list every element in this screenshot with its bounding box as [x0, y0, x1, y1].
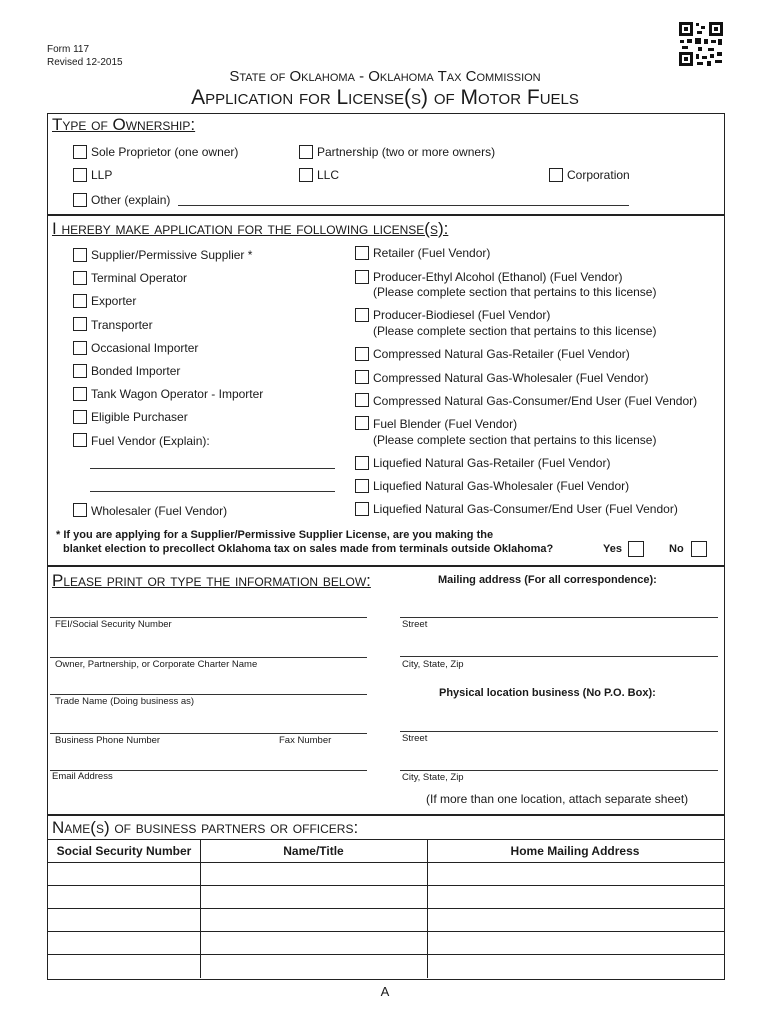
license-heading: I hereby make application for the following license(s): [52, 219, 449, 238]
checkbox-tank-wagon[interactable] [73, 387, 87, 401]
fax-label: Fax Number [279, 735, 332, 746]
mailing-street-label: Street [402, 619, 428, 630]
checkbox-fuel-blender[interactable] [355, 416, 369, 430]
election-no-label: No [669, 543, 684, 555]
phone-label: Business Phone Number [55, 735, 161, 746]
label-terminal-operator: Terminal Operator [91, 271, 188, 285]
page-letter: A [380, 984, 390, 999]
label-occasional-importer: Occasional Importer [91, 341, 199, 355]
label-producer-biodiesel: Producer-Biodiesel (Fuel Vendor) [373, 308, 551, 322]
physical-street-label: Street [402, 733, 428, 744]
checkbox-sole-proprietor[interactable] [73, 145, 87, 159]
note-producer-ethanol: (Please complete section that pertains to this license) [373, 285, 657, 299]
column-ssn: Social Security Number [56, 844, 192, 858]
checkbox-cng-consumer[interactable] [355, 393, 369, 407]
physical-location-heading: Physical location business (No P.O. Box): [439, 687, 656, 699]
revision-date: Revised 12-2015 [47, 57, 123, 68]
label-eligible-purchaser: Eligible Purchaser [91, 410, 188, 424]
checkbox-exporter[interactable] [73, 294, 87, 308]
partners-heading: Name(s) of business partners or officers: [52, 818, 359, 837]
physical-street-field[interactable] [400, 731, 718, 732]
table-row[interactable] [48, 931, 724, 932]
information-heading: Please print or type the information below: [52, 571, 371, 590]
owner-name-label: Owner, Partnership, or Corporate Charter Name [55, 659, 258, 670]
label-lng-wholesaler: Liquefied Natural Gas-Wholesaler (Fuel Vendor) [373, 479, 630, 493]
note-fuel-blender: (Please complete section that pertains to this license) [373, 433, 657, 447]
owner-name-field[interactable] [50, 657, 367, 658]
checkbox-eligible-purchaser[interactable] [73, 410, 87, 424]
election-question-line-2: blanket election to precollect Oklahoma tax on sales made from terminals outside Oklahoma? [63, 543, 554, 555]
label-cng-consumer: Compressed Natural Gas-Consumer/End User (Fuel Vendor) [373, 394, 698, 408]
mailing-street-field[interactable] [400, 617, 718, 618]
label-exporter: Exporter [91, 294, 137, 308]
table-row[interactable] [48, 908, 724, 909]
checkbox-bonded-importer[interactable] [73, 364, 87, 378]
label-cng-wholesaler: Compressed Natural Gas-Wholesaler (Fuel Vendor) [373, 371, 649, 385]
checkbox-producer-biodiesel[interactable] [355, 308, 369, 322]
checkbox-llp[interactable] [73, 168, 87, 182]
label-sole-proprietor: Sole Proprietor (one owner) [91, 145, 239, 159]
column-home-address: Home Mailing Address [510, 844, 640, 858]
label-retailer: Retailer (Fuel Vendor) [373, 246, 491, 260]
checkbox-retailer[interactable] [355, 246, 369, 260]
email-field[interactable] [50, 770, 367, 771]
label-producer-ethanol: Producer-Ethyl Alcohol (Ethanol) (Fuel Vendor) [373, 270, 623, 284]
note-producer-biodiesel: (Please complete section that pertains to this license) [373, 324, 657, 338]
label-transporter: Transporter [91, 318, 153, 332]
mailing-city-field[interactable] [400, 656, 718, 657]
fuel-vendor-explain-line-1[interactable] [90, 468, 335, 469]
label-llp: LLP [91, 168, 113, 182]
column-name-title: Name/Title [283, 844, 344, 858]
checkbox-cng-retailer[interactable] [355, 347, 369, 361]
other-explain-field[interactable] [178, 205, 629, 206]
checkbox-wholesaler[interactable] [73, 503, 87, 517]
table-row[interactable] [48, 954, 724, 955]
physical-city-label: City, State, Zip [402, 772, 464, 783]
checkbox-corporation[interactable] [549, 168, 563, 182]
checkbox-election-no[interactable] [691, 541, 707, 557]
checkbox-election-yes[interactable] [628, 541, 644, 557]
label-corporation: Corporation [567, 168, 630, 182]
checkbox-terminal-operator[interactable] [73, 271, 87, 285]
label-bonded-importer: Bonded Importer [91, 364, 181, 378]
label-wholesaler: Wholesaler (Fuel Vendor) [91, 504, 228, 518]
qr-code [678, 21, 724, 67]
phone-fax-field[interactable] [50, 733, 367, 734]
ownership-heading: Type of Ownership: [52, 115, 196, 134]
attach-sheet-note: (If more than one location, attach separate sheet) [426, 792, 689, 806]
table-row[interactable] [48, 885, 724, 886]
physical-city-field[interactable] [400, 770, 718, 771]
checkbox-supplier[interactable] [73, 248, 87, 262]
label-llc: LLC [317, 168, 340, 182]
fei-field[interactable] [50, 617, 367, 618]
fuel-vendor-explain-line-2[interactable] [90, 491, 335, 492]
form-title: Application for License(s) of Motor Fuels [191, 86, 579, 109]
checkbox-lng-consumer[interactable] [355, 502, 369, 516]
label-other: Other (explain) [91, 193, 171, 207]
label-fuel-blender: Fuel Blender (Fuel Vendor) [373, 417, 518, 431]
label-cng-retailer: Compressed Natural Gas-Retailer (Fuel Vendor) [373, 347, 630, 361]
checkbox-other[interactable] [73, 193, 87, 207]
checkbox-occasional-importer[interactable] [73, 341, 87, 355]
checkbox-transporter[interactable] [73, 317, 87, 331]
checkbox-lng-retailer[interactable] [355, 456, 369, 470]
form-number: Form 117 [47, 44, 90, 55]
label-supplier: Supplier/Permissive Supplier * [91, 248, 253, 262]
label-tank-wagon: Tank Wagon Operator - Importer [91, 387, 264, 401]
checkbox-partnership[interactable] [299, 145, 313, 159]
label-lng-consumer: Liquefied Natural Gas-Consumer/End User (Fuel Vendor) [373, 502, 678, 516]
checkbox-cng-wholesaler[interactable] [355, 370, 369, 384]
label-partnership: Partnership (two or more owners) [317, 145, 496, 159]
election-yes-label: Yes [603, 543, 622, 555]
checkbox-fuel-vendor[interactable] [73, 433, 87, 447]
fei-label: FEI/Social Security Number [55, 619, 172, 630]
trade-name-field[interactable] [50, 694, 367, 695]
checkbox-llc[interactable] [299, 168, 313, 182]
mailing-city-label: City, State, Zip [402, 659, 464, 670]
label-lng-retailer: Liquefied Natural Gas-Retailer (Fuel Vendor) [373, 456, 611, 470]
agency-name: State of Oklahoma - Oklahoma Tax Commission [229, 68, 541, 85]
checkbox-lng-wholesaler[interactable] [355, 479, 369, 493]
email-label: Email Address [52, 771, 113, 782]
label-fuel-vendor: Fuel Vendor (Explain): [91, 434, 210, 448]
checkbox-producer-ethanol[interactable] [355, 270, 369, 284]
mailing-address-heading: Mailing address (For all correspondence): [438, 574, 657, 586]
trade-name-label: Trade Name (Doing business as) [55, 696, 195, 707]
election-question-line-1: * If you are applying for a Supplier/Permissive Supplier License, are you making the [56, 529, 494, 541]
